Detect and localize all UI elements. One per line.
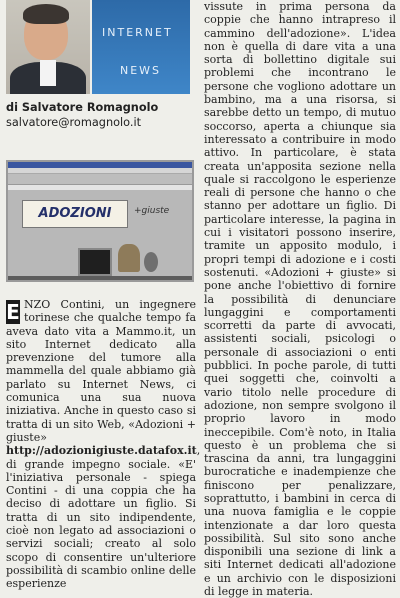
- article-text-start: NZO Contini, un ingegnere torinese che qualche tempo fa aveva dato vita a Mammo.it, un sito Internet dedicato alla prevenzione del tumore alla mammella del quale abbiamo già parlato su Internet News, ci comunica una sua nuova iniziativa. Anche in questo caso si tratta di un sito Web, «Adozioni + giuste»: [6, 298, 196, 444]
- site-illustration-2: [144, 252, 158, 272]
- article-column-right: [204, 0, 396, 598]
- browser-content: [8, 190, 192, 280]
- site-illustration: [118, 244, 140, 272]
- author-name: di Salvatore Romagnolo: [6, 101, 159, 114]
- browser-toolbar: [8, 174, 192, 185]
- author-email: salvatore@romagnolo.it: [6, 116, 142, 129]
- website-screenshot: [6, 160, 194, 282]
- article-paragraph: [6, 298, 201, 591]
- site-logo: ADOZIONI: [22, 200, 128, 228]
- banner-line-2: NEWS: [120, 64, 162, 77]
- article-url: http://adozionigiuste.datafox.it: [6, 444, 197, 458]
- byline: [6, 100, 196, 130]
- article-paragraph-right: vissute in prima persona da coppie che hanno intrapreso il cammino dell'adozione». L'idea non è quella di dare vita a una sorta di bollettino digitale sui problemi che incontrano le persone che vogliono adottare un bambino, ma a una risorsa, si sarebbe detto un tempo, di mutuo soccorso, aperta a chiunque sia interessato a contribuire in modo attivo. In particolare, è stata creata un'apposita sezione nella quale si raccolgono le esperienze reali di persone che hanno o che stanno per adottare un figlio. Di particolare interesse, la pagina in cui i visitatori possono inserire, tramite un apposito modulo, i propri tempi di adozione e i costi sostenuti. «Adozioni + giuste» si pone anche l'obiettivo di fornire la possibilità di denunciare lungaggini e comportamenti scorretti da parte di avvocati, assistenti sociali, psicologi o personale di associazioni o enti pubblici. In poche parole, di tutti quei soggetti che, coinvolti a vario titolo nelle procedure di adozione, non sempre svolgono il proprio lavoro in modo ineccepibile. Com'è noto, in Italia questo è un problema che si trascina da anni, tra lungaggini burocratiche e inadempienze che finiscono per penalizzare, soprattutto, i bambini in cerca di una nuova famiglia e le coppie intenzionate a dar loro questa possibilità. Sul sito sono anche disponibili una sezione di link a siti Internet dedicati all'adozione e un archivio con le disposizioni di legge in materia.: [204, 0, 396, 598]
- article-column-left: [6, 298, 201, 591]
- browser-window: [8, 162, 192, 280]
- section-banner: [92, 0, 190, 94]
- site-image: [78, 248, 112, 276]
- article-text-cont: , di grande impegno sociale. «E' l'iniziativa personale - spiega Contini - di una coppia che ha deciso di adottare un figlio. Si tratta di un sito indipendente, cioè non legato ad associazioni o servizi sociali; creato al solo scopo di consentire un'ulteriore possibilità di scambio online delle esperienze: [6, 444, 201, 591]
- browser-footer: [8, 276, 192, 280]
- banner-line-1: INTERNET: [102, 26, 173, 39]
- drop-cap: E: [6, 300, 20, 324]
- author-photo: [6, 0, 90, 94]
- site-tagline: +giuste: [134, 206, 170, 216]
